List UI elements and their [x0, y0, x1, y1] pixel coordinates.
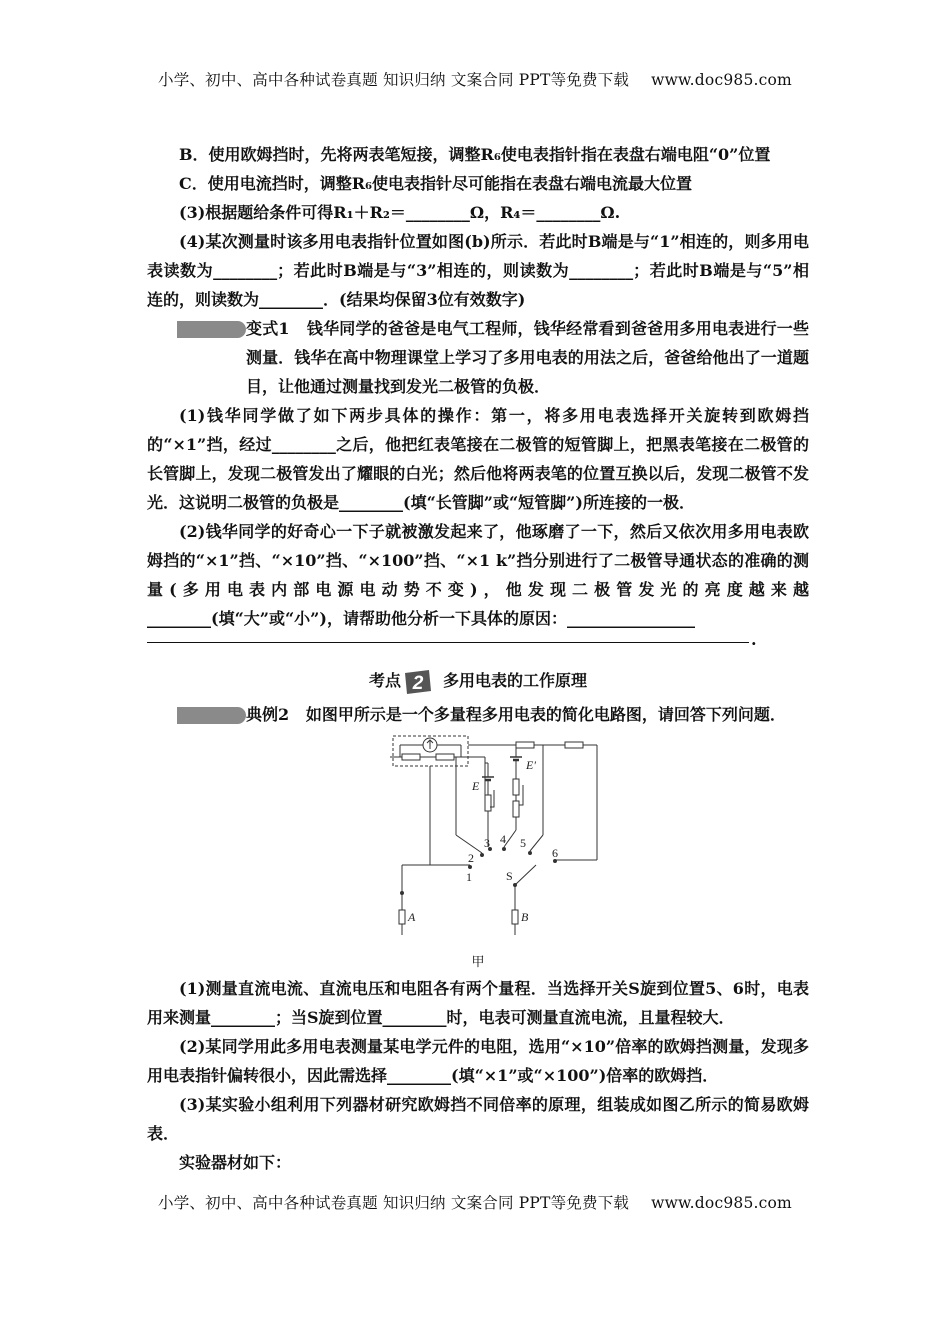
resistor-r1 — [402, 754, 420, 760]
label-3: 3 — [484, 836, 490, 850]
page-footer — [0, 1191, 950, 1213]
topic-title: 多用电表的工作原理 — [443, 671, 588, 690]
section-tag-bar — [177, 321, 246, 338]
variant-question-1: (1)钱华同学做了如下两步具体的操作：第一，将多用电表选择开关旋转到欧姆挡的“×1”挡，经过________之后，他把红表笔接在二极管的短管脚上，把黑表笔接在二极管的长管脚上，发现二极管发出了耀眼的白光；然后他将两表笔的位置互换以后，发现二极管不发光．这说明二极管的负极是________(填“长管脚”或“短管脚”)所连接的一极． — [147, 406, 809, 512]
header-text: 小学、初中、高中各种试卷真题 知识归纳 文案合同 PPT等免费下载 — [158, 71, 630, 89]
figure-caption: 甲 — [471, 955, 485, 970]
probe-a — [399, 910, 405, 924]
label-6: 6 — [552, 846, 558, 860]
materials-heading: 实验器材如下： — [179, 1153, 292, 1172]
badge-number: 2 — [412, 672, 424, 694]
page-content — [147, 140, 809, 1177]
question-4: (4)某次测量时该多用电表指针位置如图(b)所示．若此时B端是与“1”相连的，则多用电表读数为________；若此时B端是与“3”相连的，则读数为________；若此时B端是与“5”相连的，则读数为________．(结果均保留3位有效数字) — [147, 232, 809, 309]
topic-heading — [147, 666, 809, 696]
variant-intro-text: 钱华同学的爸爸是电气工程师，钱华经常看到爸爸用多用电表进行一些测量．钱华在高中物理课堂上学习了多用电表的用法之后，爸爸给他出了一道题目，让他通过测量找到发光二极管的负极． — [246, 319, 809, 396]
header-url: www.doc985.com — [651, 71, 792, 89]
topic-number-badge — [403, 669, 433, 695]
probe-b — [512, 910, 518, 924]
topic-prefix: 考点 — [368, 671, 401, 690]
resistor-r6 — [485, 795, 491, 811]
variant-1-intro — [147, 314, 809, 401]
label-2: 2 — [468, 851, 474, 865]
example-question-1: (1)测量直流电流、直流电压和电阻各有两个量程．当选择开关S旋到位置5、6时，电表用来测量________；当S旋到位置________时，电表可测量直流电流，且量程较大． — [147, 979, 809, 1027]
slider-arrow-e-prime — [519, 785, 523, 805]
variant-question-2: (2)钱华同学的好奇心一下子就被激发起来了，他琢磨了一下，然后又依次用多用电表欧姆挡的“×1”挡、“×10”挡、“×100”挡、“×1 k”挡分别进行了二极管导通状态的准确的测量(多用电表内部电源电动势不变)，他发现二极管发光的亮度越来越________(填“大”或“小”)，请帮助他分析一下具体的原因：________________ — [147, 522, 809, 628]
resistor-r3 — [513, 779, 519, 795]
example-label: 典例2 — [246, 705, 290, 724]
answer-line-end: . — [751, 630, 757, 649]
resistor-r2 — [436, 754, 454, 760]
label-a: A — [408, 910, 416, 924]
question-3: (3)根据题给条件可得R₁＋R₂＝________Ω，R₄＝________Ω. — [179, 203, 621, 222]
variant-label: 变式1 — [246, 319, 290, 338]
label-1: 1 — [466, 870, 472, 884]
resistor-r5 — [565, 742, 583, 748]
footer-text: 小学、初中、高中各种试卷真题 知识归纳 文案合同 PPT等免费下载 — [158, 1194, 630, 1212]
example-intro-text: 如图甲所示是一个多量程多用电表的简化电路图，请回答下列问题． — [305, 705, 786, 724]
example-question-2: (2)某同学用此多用电表测量某电学元件的电阻，选用“×10”倍率的欧姆挡测量，发现多用电表指针偏转很小，因此需选择________(填“×1”或“×100”)倍率的欧姆挡． — [147, 1037, 809, 1085]
label-e: E — [472, 779, 480, 793]
footer-url: www.doc985.com — [651, 1194, 792, 1212]
resistor-r7 — [513, 801, 519, 817]
example-2-intro — [147, 700, 809, 729]
label-4: 4 — [500, 832, 506, 846]
label-b: B — [521, 910, 529, 924]
switch-s-blade — [515, 865, 536, 885]
label-5: 5 — [520, 836, 526, 850]
option-c: C．使用电流挡时，调整R₆使电表指针尽可能指在表盘右端电流最大位置 — [179, 174, 693, 193]
label-e-prime: E′ — [526, 758, 536, 772]
answer-line-row — [147, 630, 809, 660]
resistor-r4 — [516, 742, 534, 748]
answer-line — [147, 642, 749, 643]
option-b: B．使用欧姆挡时，先将两表笔短接，调整R₆使电表指针指在表盘右端电阻“0”位置 — [179, 145, 771, 164]
page-header — [0, 68, 950, 90]
circuit-figure — [147, 729, 809, 974]
section-tag-bar — [177, 707, 246, 724]
example-question-3: (3)某实验小组利用下列器材研究欧姆挡不同倍率的原理，组装成如图乙所示的简易欧姆表． — [147, 1095, 809, 1143]
label-s: S — [506, 869, 513, 883]
